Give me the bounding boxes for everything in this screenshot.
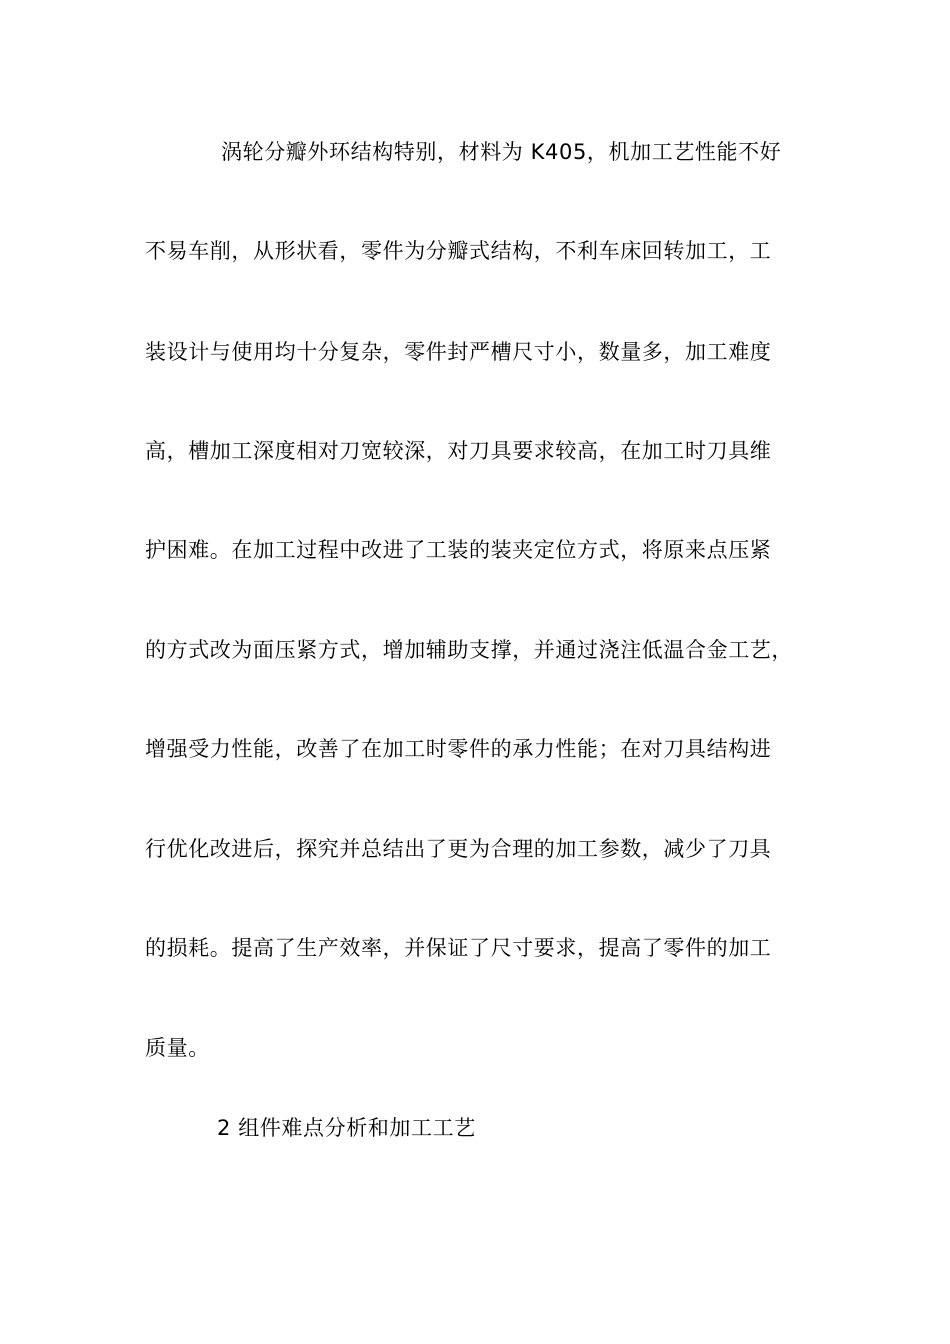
paragraph-line-4: 高，槽加工深度相对刀宽较深，对刀具要求较高，在加工时刀具维 bbox=[145, 439, 772, 463]
paragraph-line-7: 增强受力性能，改善了在加工时零件的承力性能；在对刀具结构进 bbox=[145, 737, 772, 761]
section-heading: 2 组件难点分析和加工工艺 bbox=[217, 1116, 476, 1140]
paragraph-line-6: 的方式改为面压紧方式，增加辅助支撑，并通过浇注低温合金工艺， bbox=[145, 638, 793, 662]
paragraph-line-3: 装设计与使用均十分复杂，零件封严槽尺寸小，数量多，加工难度 bbox=[145, 340, 772, 364]
paragraph-line-10: 质量。 bbox=[145, 1036, 210, 1060]
paragraph-line-9: 的损耗。提高了生产效率，并保证了尺寸要求，提高了零件的加工 bbox=[145, 936, 772, 960]
paragraph-line-1: 涡轮分瓣外环结构特别，材料为 K405，机加工艺性能不好 bbox=[221, 140, 782, 164]
paragraph-line-2: 不易车削，从形状看，零件为分瓣式结构，不利车床回转加工，工 bbox=[145, 239, 772, 263]
paragraph-line-8: 行优化改进后，探究并总结出了更为合理的加工参数，减少了刀具 bbox=[145, 837, 772, 861]
paragraph-line-5: 护困难。在加工过程中改进了工装的装夹定位方式，将原来点压紧 bbox=[145, 538, 772, 562]
